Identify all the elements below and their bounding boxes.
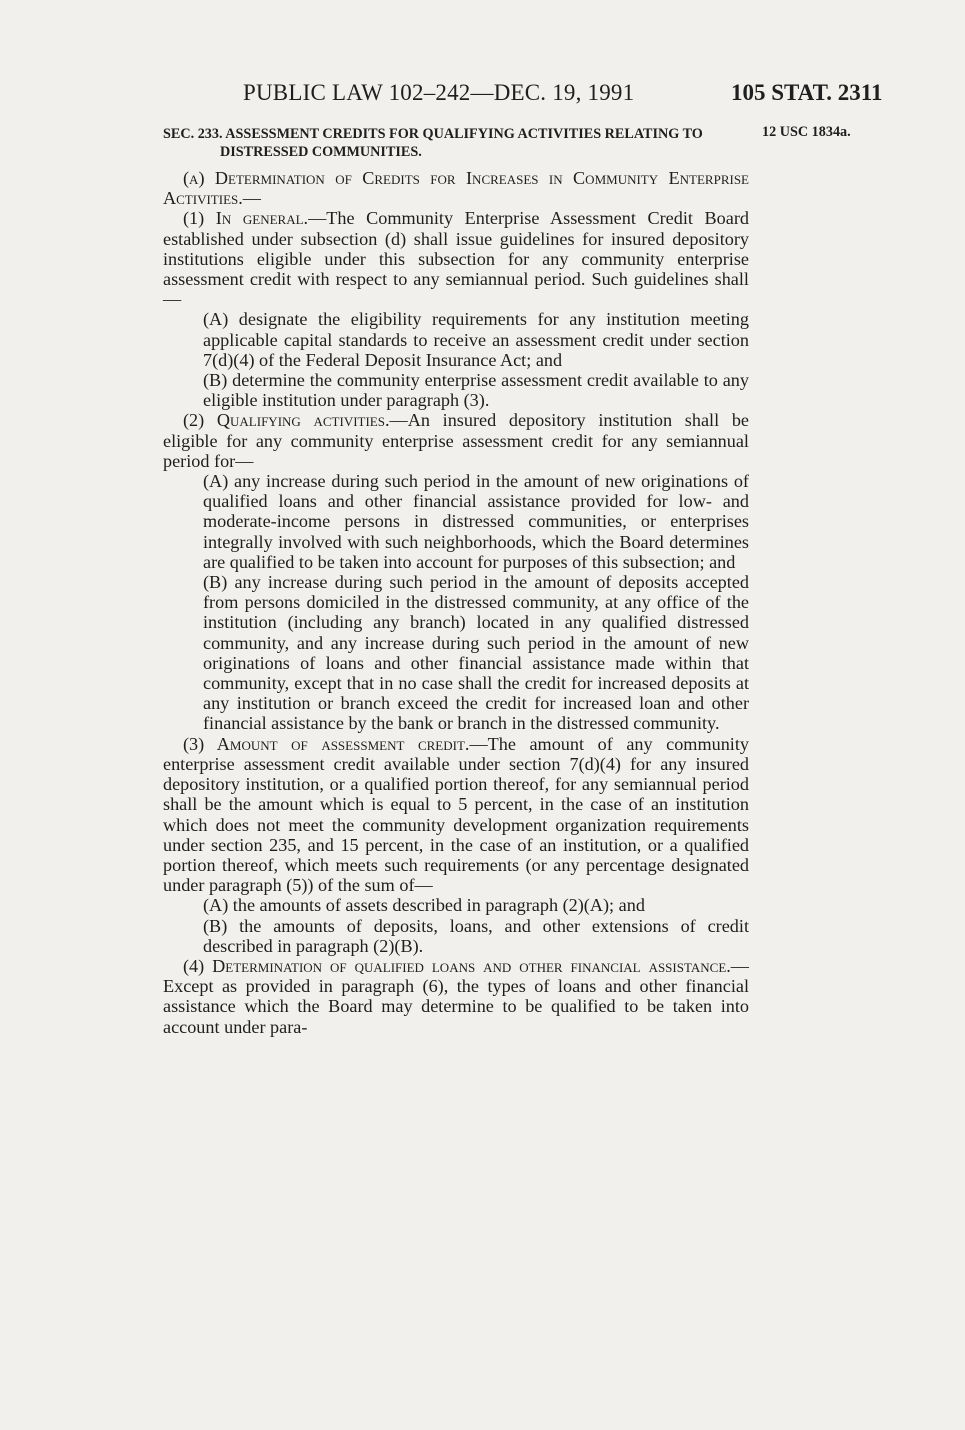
paragraph-a3-text: The amount of any community enterprise assessment credit available under section 7(d)(4) for any insured depository institution, or a qualified portion thereof, for any semiannual period shall be the amount which is equal to 5 percent, in the case of an institution which does not meet the community development organization requirements under section 235, and 15 percent, in the case of an institution, or a qualified portion thereof, which meets such requirements (or any percentage designated under paragraph (5)) of the sum of— <box>163 733 749 896</box>
section-heading <box>163 125 749 161</box>
clause-a1A <box>163 309 749 370</box>
clause-a2B <box>163 572 749 734</box>
section-title: ASSESSMENT CREDITS FOR QUALIFYING ACTIVITIES RELATING TO DISTRESSED COMMUNITIES. <box>220 126 703 160</box>
clause-a1B-text: (B) determine the community enterprise assessment credit available to any eligible institution under paragraph (3). <box>203 370 749 411</box>
paragraph-a1 <box>163 208 749 309</box>
clause-a2A <box>163 471 749 572</box>
paragraph-a2-text: An insured depository institution shall be eligible for any community enterprise assessment credit for any semiannual period for— <box>163 410 749 471</box>
paragraph-a4-caption: (4) Determination of qualified loans and other financial assistance.— <box>183 955 749 976</box>
clause-a1A-text: (A) designate the eligibility requirements for any institution meeting applicable capital standards to receive an assessment credit under section 7(d)(4) of the Federal Deposit Insurance Act; and <box>203 309 749 370</box>
paragraph-a4-text: Except as provided in paragraph (6), the types of loans and other financial assistance which the Board may determine to be qualified to be taken into account under para- <box>163 976 749 1037</box>
clause-a2B-text: (B) any increase during such period in the amount of deposits accepted from persons domiciled in the distressed community, at any office of the institution (including any branch) located in any qualified distressed community, and any increase during such period in the amount of new originations of loans and other financial assistance made within that community, except that in no case shall the credit for increased deposits at any institution or branch exceed the credit for increased loan and other financial assistance by the bank or branch in the distressed community. <box>203 572 749 734</box>
paragraph-a3-caption: (3) Amount of assessment credit.— <box>183 733 488 754</box>
clause-a1B <box>163 370 749 410</box>
section-number: SEC. 233. <box>163 126 223 142</box>
clause-a2A-text: (A) any increase during such period in the amount of new originations of qualified loans and other financial assistance provided for low- and moderate-income persons in distressed communities, or enterprises integrally involved with such neighborhoods, which the Board determines are qualified to be taken into account for purposes of this subsection; and <box>203 471 749 572</box>
paragraph-a2-caption: (2) Qualifying activities.— <box>183 410 408 431</box>
paragraph-a1-text: The Community Enterprise Assessment Credit Board established under subsection (d) shall issue guidelines for insured depository institutions eligible under this subsection for any community enterprise assessment credit with respect to any semiannual period. Such guidelines shall— <box>163 208 749 310</box>
page-header-title: PUBLIC LAW 102–242—DEC. 19, 1991 <box>243 80 635 105</box>
subsection-a-heading <box>163 168 749 208</box>
paragraph-a2 <box>163 410 749 471</box>
clause-a3B <box>163 916 749 956</box>
page-header-stat-number: 105 STAT. 2311 <box>731 80 883 105</box>
margin-note-usc-citation: 12 USC 1834a. <box>762 124 851 140</box>
clause-a3B-text: (B) the amounts of deposits, loans, and other extensions of credit described in paragraph (2)(B). <box>203 915 749 956</box>
clause-a3A <box>163 895 749 915</box>
subsection-a-caption: (a) Determination of Credits for Increases in Community Enterprise Activities.— <box>163 168 749 209</box>
paragraph-a1-caption: (1) In general.— <box>183 208 327 229</box>
paragraph-a3 <box>163 734 749 896</box>
clause-a3A-text: (A) the amounts of assets described in paragraph (2)(A); and <box>203 895 645 916</box>
paragraph-a4 <box>163 956 749 1037</box>
body-text <box>163 125 749 1037</box>
